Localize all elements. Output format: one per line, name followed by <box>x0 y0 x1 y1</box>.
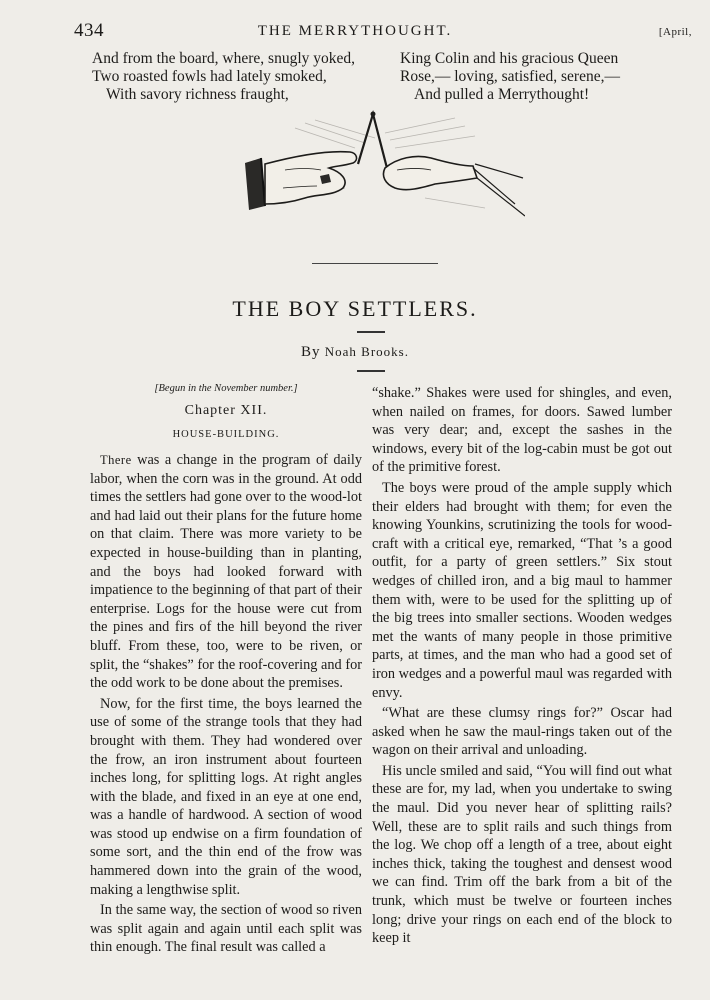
issue-month: [April, <box>658 26 692 38</box>
text-column-left <box>90 382 362 957</box>
paragraph: “What are these clumsy rings for?” Oscar had asked when he saw the maul-rings taken out of the wagon on their arrival and unloading. <box>372 705 672 759</box>
section-heading: HOUSE-BUILDING. <box>172 429 280 440</box>
running-head <box>0 20 710 48</box>
poem-line: And pulled a Merrythought! <box>414 86 590 103</box>
paragraph: “shake.” Shakes were used for shingles, and even, when nailed on frames, for doors. Sawed lumber was very dear; and, except the sashes in the windows, every bit of the log-cabin must be got out of the primitive forest. <box>372 385 672 476</box>
paragraph <box>90 451 362 693</box>
poem-line: Two roasted fowls had lately smoked, <box>92 68 327 85</box>
paragraph: Now, for the first time, the boys learned the use of some of the strange tools that they had brought with them. They had wondered over the frow, an iron instrument about fourteen inches long, for splitting logs. At right angles with the blade, and fixed in an eye at one end, was a handle of hardwood. A section of wood was stood up endwise on a firm foundation of some sort, and the thin end of the frow was hammered down into the grain of the wood, making a lengthwise split. <box>90 695 362 898</box>
poem-right-stanza <box>400 50 620 104</box>
paragraph: The boys were proud of the ample supply which their elders had brought with them; for even the knowing Younkins, scrutinizing the tools for wood-craft with a critical eye, remarked, “That ’s a good outfit, for a party of green settlers.” Six stout wedges of chilled iron, and a big maul to hammer them with, were to be used for the splitting up of the big trees into smaller sections. Wooden wedges met the wants of many people in those primitive parts, at times, and the man who had a good set of iron wedges and a powerful maul was regarded with envy. <box>372 479 672 701</box>
article-title: THE BOY SETTLERS. <box>232 296 478 321</box>
chapter-heading: Chapter XII. <box>184 403 268 418</box>
poem-line: With savory richness fraught, <box>106 86 289 103</box>
byline <box>0 344 710 361</box>
byline-rule <box>357 370 385 372</box>
paragraph-text: was a change in the program of daily labor, when the corn was in the ground. At odd times the settlers had gone over to the wood-lot and had laid out their plans for the future home on that claim. There was more variety to be expected in house-building than in planting, and the boys had looked forward with impatience to the beginning of that part of their enterprise. Logs for the house were cut from the pines and firs of the hill beyond the river bluff. From these, too, were to be riven, or split, the “shakes” for the roof-covering and for the odd work to be done about the premises. <box>90 452 362 692</box>
poem-line: And from the board, where, snugly yoked, <box>92 50 356 67</box>
text-column-right <box>372 384 672 948</box>
paragraph: In the same way, the section of wood so riven was split again and again until each split was thin enough. The final result was called a <box>90 902 362 956</box>
wishbone-hands-illustration <box>225 108 525 238</box>
title-rule <box>357 331 385 333</box>
byline-author: Noah Brooks. <box>324 344 409 359</box>
magazine-title: THE MERRYTHOUGHT. <box>257 23 453 39</box>
page-number: 434 <box>74 20 104 41</box>
ornament-rule <box>312 263 438 264</box>
poem-line: King Colin and his gracious Queen <box>400 50 619 67</box>
poem-left-stanza <box>92 50 355 104</box>
poem-line: Rose,— loving, satisfied, serene,— <box>400 68 620 85</box>
byline-by: By <box>301 344 321 360</box>
paragraph: His uncle smiled and said, “You will find out what these are for, my lad, when you undertake to swing the maul. Did you never hear of splitting rails? Well, these are to split rails and such things from the log. We chop off a length of a tree, about eight inches thick, taking the toughest and densest wood we can find. Trim off the bark from a bit of the trunk, which must be twelve or fourteen inches long; drive your rings on each end of the block to keep it <box>372 762 672 947</box>
begun-note: [Begun in the November number.] <box>154 383 298 394</box>
paragraph-lead: There <box>100 453 132 467</box>
